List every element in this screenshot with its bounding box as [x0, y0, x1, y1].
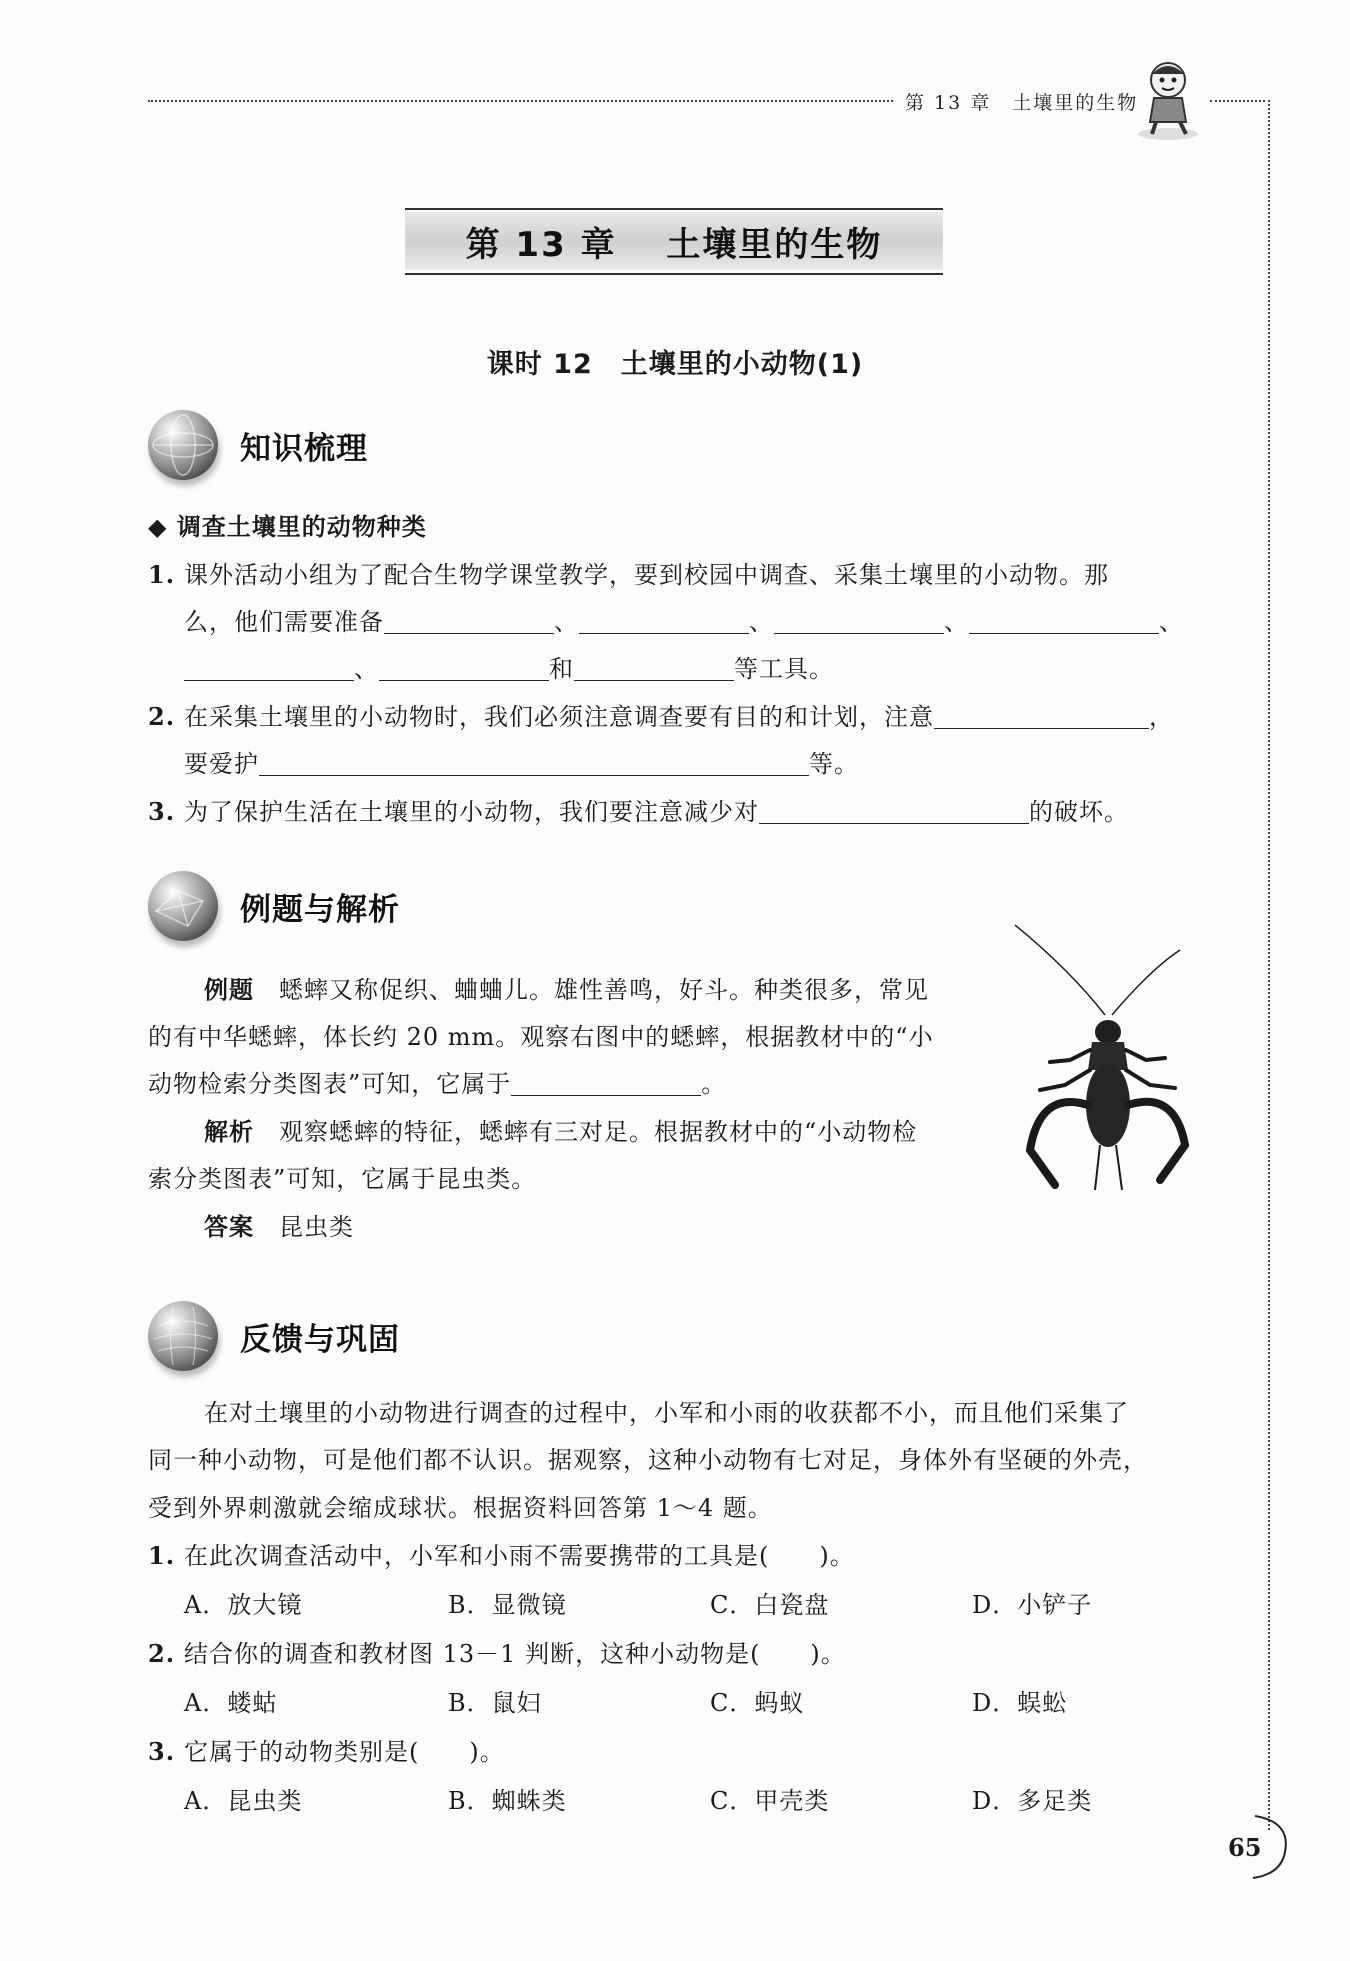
- globe-icon: [148, 871, 218, 941]
- answer-blank[interactable]: [774, 609, 944, 634]
- example-line2: 的有中华蟋蟀，体长约 20 mm。观察右图中的蟋蟀，根据教材中的“小: [148, 1023, 934, 1051]
- option-b[interactable]: B．蜘蛛类: [448, 1787, 567, 1815]
- option-d[interactable]: D．多足类: [972, 1787, 1093, 1815]
- section-title: 反馈与巩固: [240, 1321, 400, 1358]
- answer-blank[interactable]: [934, 704, 1149, 729]
- chapter-rule-bottom: [405, 273, 943, 275]
- knowledge-q1-line2: 么，他们需要准备 、 、 、 、: [184, 608, 1184, 636]
- mascot-icon: [1132, 58, 1204, 142]
- topic-heading: ◆ 调查土壤里的动物种类: [148, 513, 427, 541]
- analysis-line1: 解析 观察蟋蟀的特征，蟋蟀有三对足。根据教材中的“小动物检: [204, 1118, 918, 1146]
- option-a[interactable]: A．蝼蛄: [184, 1689, 278, 1717]
- page-number: 65: [1228, 1833, 1262, 1862]
- section-title: 例题与解析: [240, 891, 400, 928]
- answer-blank[interactable]: [574, 656, 734, 681]
- answer-blank[interactable]: [579, 609, 749, 634]
- option-b[interactable]: B．鼠妇: [448, 1689, 542, 1717]
- option-a[interactable]: A．放大镜: [184, 1591, 303, 1619]
- topic-text: 调查土壤里的动物种类: [176, 513, 427, 541]
- feedback-intro-line2: 同一种小动物，可是他们都不认识。据观察，这种小动物有七对足，身体外有坚硬的外壳，: [148, 1446, 1148, 1474]
- option-c[interactable]: C．白瓷盘: [710, 1591, 830, 1619]
- knowledge-q2-line1: 2. 在采集土壤里的小动物时，我们必须注意调查要有目的和计划，注意 ，: [148, 702, 1174, 731]
- analysis-line2: 索分类图表”可知，它属于昆虫类。: [148, 1165, 537, 1193]
- option-c[interactable]: C．蚂蚁: [710, 1689, 805, 1717]
- knowledge-q2-line2: 要爱护 等。: [184, 750, 859, 778]
- section-knowledge: [148, 406, 368, 484]
- header-rule-right: [1210, 100, 1265, 102]
- answer-blank[interactable]: [384, 609, 554, 634]
- section-title: 知识梳理: [240, 430, 368, 467]
- option-b[interactable]: B．显微镜: [448, 1591, 567, 1619]
- example-line3: 动物检索分类图表”可知，它属于 。: [148, 1070, 727, 1098]
- feedback-q1: 1. 在此次调查活动中，小军和小雨不需要携带的工具是( )。: [148, 1541, 855, 1570]
- section-example: [148, 867, 400, 945]
- option-d[interactable]: D．蜈蚣: [972, 1689, 1068, 1717]
- answer-line: 答案 昆虫类: [204, 1213, 354, 1241]
- knowledge-q3: 3. 为了保护生活在土壤里的小动物，我们要注意减少对 的破坏。: [148, 797, 1129, 826]
- option-c[interactable]: C．甲壳类: [710, 1787, 830, 1815]
- cricket-image: [1010, 920, 1200, 1205]
- answer-blank[interactable]: [184, 656, 354, 681]
- feedback-intro-line3: 受到外界刺激就会缩成球状。根据资料回答第 1～4 题。: [148, 1494, 773, 1522]
- section-feedback: [148, 1297, 400, 1375]
- answer-blank[interactable]: [379, 656, 549, 681]
- chapter-title-box: [405, 212, 943, 270]
- feedback-intro-line1: 在对土壤里的小动物进行调查的过程中，小军和小雨的收获都不小，而且他们采集了: [204, 1399, 1129, 1427]
- answer-blank[interactable]: [511, 1071, 701, 1096]
- feedback-q3: 3. 它属于的动物类别是( )。: [148, 1737, 505, 1766]
- chapter-rule-top: [405, 208, 943, 210]
- lesson-title: 课时 12 土壤里的小动物(1): [486, 349, 864, 380]
- feedback-q2: 2. 结合你的调查和教材图 13－1 判断，这种小动物是( )。: [148, 1639, 846, 1668]
- answer-blank[interactable]: [969, 609, 1159, 634]
- header-rule: [148, 100, 893, 102]
- option-a[interactable]: A．昆虫类: [184, 1787, 303, 1815]
- knowledge-q1-line1: 1. 课外活动小组为了配合生物学课堂教学，要到校园中调查、采集土壤里的小动物。那: [148, 560, 1109, 589]
- example-line1: 例题 蟋蟀又称促织、蛐蛐儿。雄性善鸣，好斗。种类很多，常见: [204, 976, 929, 1004]
- answer-blank[interactable]: [259, 751, 809, 776]
- globe-icon: [148, 410, 218, 480]
- chapter-title: 第 13 章 土壤里的生物: [465, 224, 883, 265]
- answer-blank[interactable]: [759, 799, 1029, 824]
- globe-icon: [148, 1301, 218, 1371]
- option-d[interactable]: D．小铲子: [972, 1591, 1093, 1619]
- knowledge-q1-line3: 、 和 等工具。: [184, 654, 834, 684]
- running-title: 第 13 章 土壤里的生物: [905, 92, 1139, 114]
